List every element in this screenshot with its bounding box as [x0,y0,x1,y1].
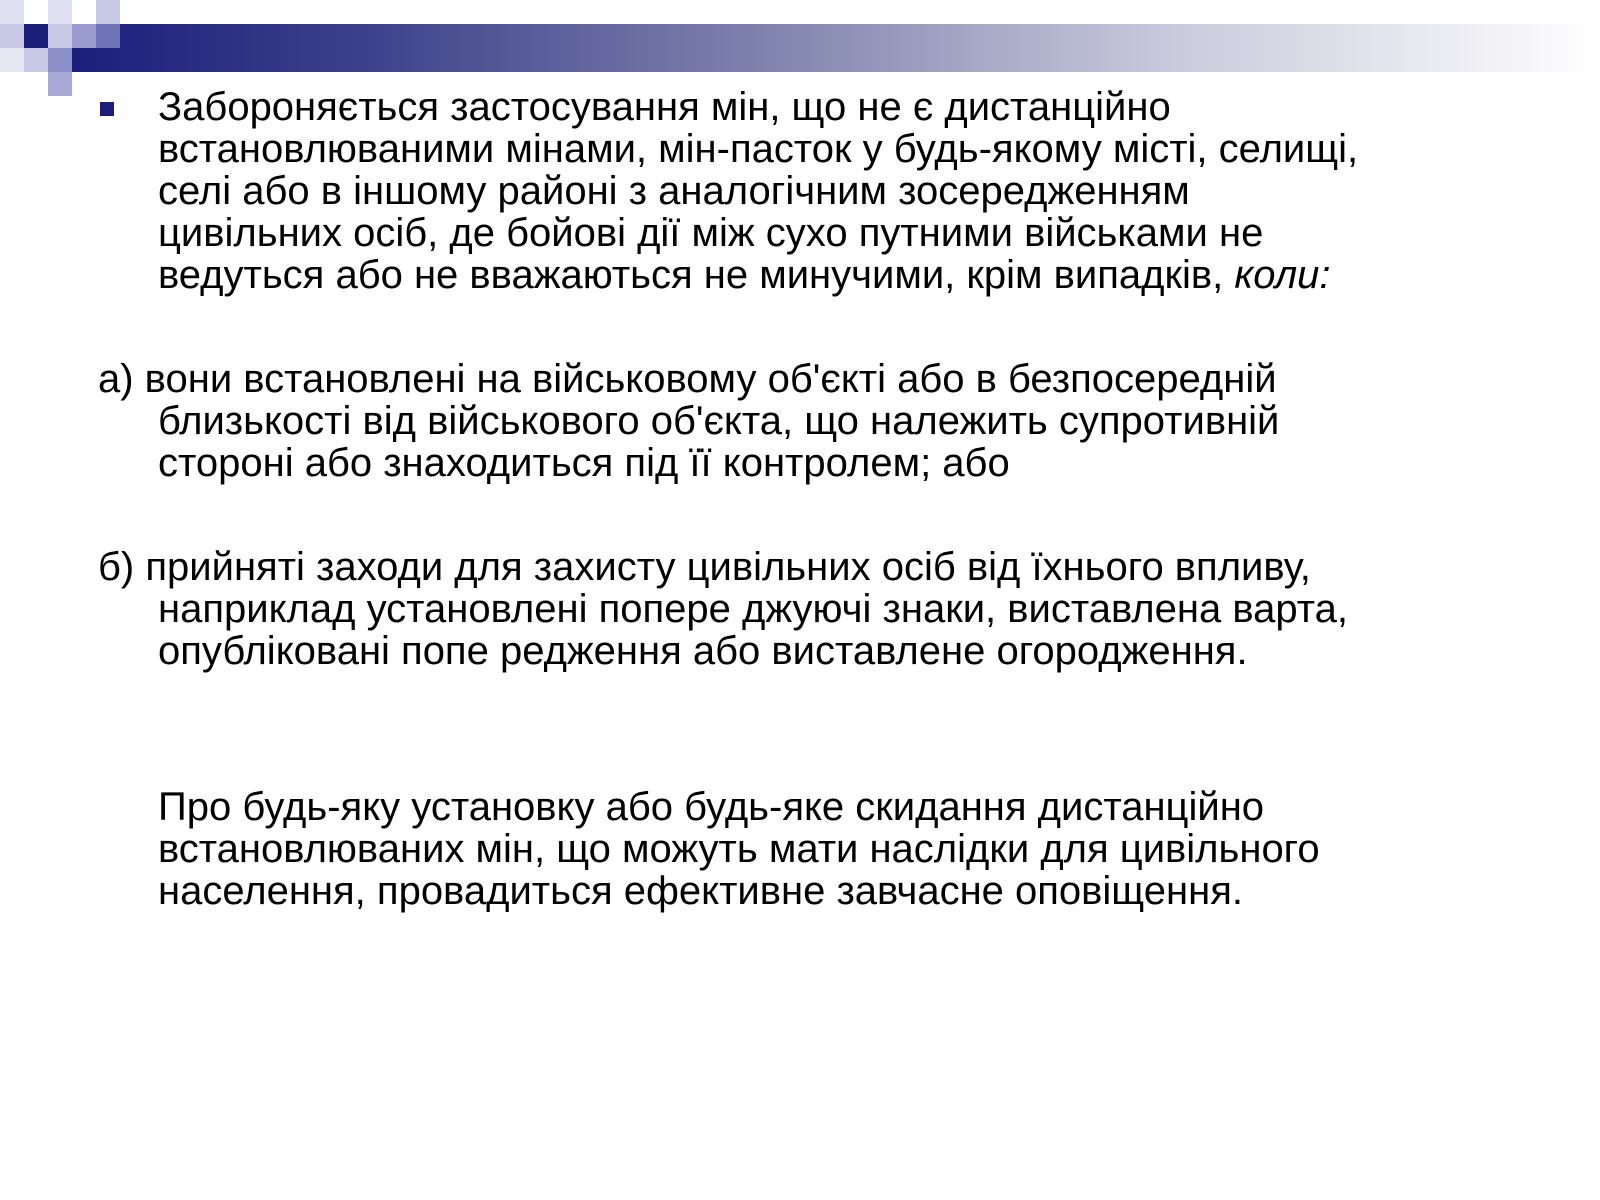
decor-square [0,48,24,72]
text-line: селі або в іншому районі з аналогічним зосередженням [158,169,1190,213]
decor-square [96,24,120,48]
decor-square [0,24,24,48]
paragraph-prohibition [158,86,1358,296]
decor-square [48,72,72,96]
paragraph-condition-a [98,358,1279,484]
text-line-main: ведуться або не вважаються не минучими, крім випадків, [158,253,1224,297]
header-gradient-bar [72,24,1600,72]
text-line: Забороняється застосування мін, що не є дистанційно [158,85,1171,129]
text-line: опубліковані попе редження або виставлене огородження. [158,629,1248,673]
paragraph-condition-b [98,546,1348,672]
decor-square [48,48,72,72]
text-line [158,254,1358,296]
text-line: Про будь-яку установку або будь-яке скидання дистанційно [158,785,1265,829]
text-line: стороні або знаходиться під її контролем; або [158,441,1010,485]
decor-square [72,24,96,48]
paragraph-warning [158,786,1320,912]
text-line: цивільних осіб, де бойові дії між сухо путними військами не [158,211,1264,255]
text-line: встановлюваними мінами, мін-пасток у будь-якому місті, селищі, [158,127,1359,171]
decor-square [96,0,120,24]
text-line: близькості від військового об'єкта, що належить супротивній [158,399,1280,443]
text-line: наприклад установлені попере джуючі знаки, виставлена варта, [158,587,1348,631]
decor-square [0,0,24,24]
decor-square [24,24,48,48]
decor-square [24,48,48,72]
text-line: б) прийняті заходи для захисту цивільних осіб від їхнього впливу, [98,545,1311,589]
text-line: населення, провадиться ефективне завчасне оповіщення. [158,869,1243,913]
decor-square [48,24,72,48]
italic-word: коли: [1234,253,1331,297]
text-line: а) вони встановлені на військовому об'єкті або в безпосередній [98,357,1277,401]
decor-square [48,0,72,24]
text-line: встановлюваних мін, що можуть мати наслідки для цивільного [158,827,1320,871]
bullet-square-icon [100,102,114,116]
